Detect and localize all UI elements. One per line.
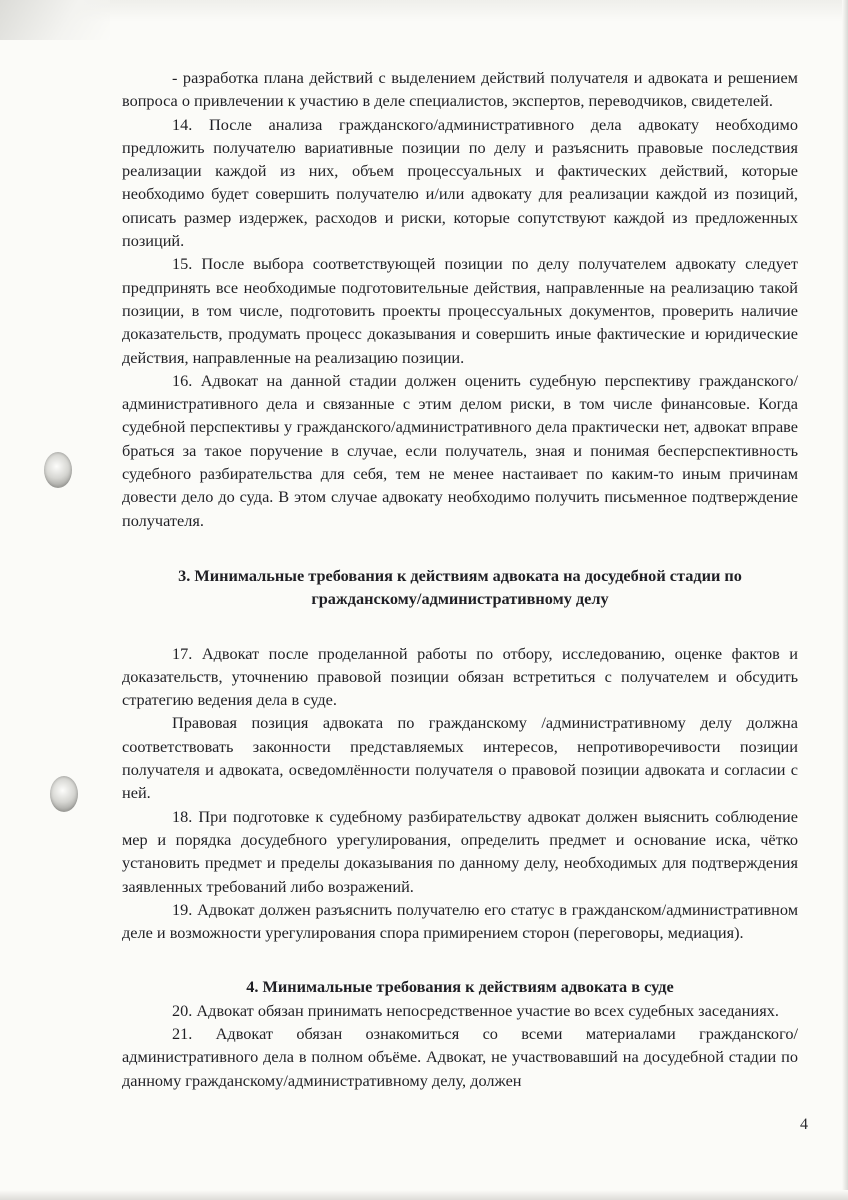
paragraph-15: 15. После выбора соответствующей позиции по делу получателем адвокату следует предпринять все необходимые подготовительные действия, направленные на реализацию такой позиции, в том числе, подготовить проекты процессуальных документов, проверить наличие доказательств, продумать процесс доказывания и совершить иные фактические и юридические действия, направленные на реализацию позиции. (122, 254, 798, 367)
paragraph-21: 21. Адвокат обязан ознакомиться со всеми материалами гражданского/административного дела в полном объёме. Адвокат, не участвовавший на досудебной стадии по данному гражданскому/административному делу, должен (122, 1023, 798, 1090)
paragraph-17: 17. Адвокат после проделанной работы по отбору, исследованию, оценке фактов и доказательств, уточнению правовой позиции обязан встретиться с получателем и обсудить стратегию ведения дела в суде. (122, 643, 798, 710)
paragraph-20: 20. Адвокат обязан принимать непосредственное участие во всех судебных заседаниях. (172, 1000, 779, 1020)
paragraph-19: 19. Адвокат должен разъяснить получателю его статус в гражданском/административном деле и возможности урегулирования спора примирением сторон (переговоры, медиация). (122, 899, 798, 943)
paragraph-list-item: - разработка плана действий с выделением действий получателя и адвоката и решением вопроса о привлечении к участию в деле специалистов, экспертов, переводчиков, свидетелей. (122, 68, 798, 111)
binder-hole-top (44, 452, 72, 488)
binder-hole-bottom (50, 776, 78, 812)
document-body (122, 66, 798, 1092)
paragraph-18: 18. При подготовке к судебному разбирательству адвокат должен выяснить соблюдение мер и порядка досудебного урегулирования, определить предмет и основание иска, чётко установить предмет и пределы доказывания по данному делу, необходимых для подтверждения заявленных требований либо возражений. (122, 806, 798, 896)
paragraph-legal-position: Правовая позиция адвоката по гражданскому /административному делу должна соответствовать законности представляемых интересов, непротиворечивости позиции получателя и адвоката, осведомлённости получателя о правовой позиции адвоката и согласии с ней. (122, 713, 798, 803)
paper-top-edge (0, 0, 848, 22)
paragraph-14: 14. После анализа гражданского/административного дела адвокату необходимо предложить получателю вариативные позиции по делу и разъяснить правовые последствия реализации каждой из них, объем процессуальных и фактических действий, которые необходимо будет совершить получателю и/или адвокату для реализации каждой из позиций, описать размер издержек, расходов и риски, которые сопутствуют каждой из предложенных позиций. (122, 114, 798, 251)
paragraph-16: 16. Адвокат на данной стадии должен оценить судебную перспективу гражданского/административного дела и связанные с этим делом риски, в том числе финансовые. Когда судебной перспективы у гражданского/административного дела практически нет, адвокат вправе браться за такое поручение в случае, если получатель, зная и понимая бесперспективность судебного разбирательства для себя, тем не менее настаивает по каким-то иным причинам довести дело до суда. В этом случае адвокату необходимо получить письменное подтверждение получателя. (122, 370, 798, 530)
section-3-heading (122, 564, 798, 611)
section-3-heading-line-1: 3. Минимальные требования к действиям адвоката на досудебной стадии по (178, 565, 742, 585)
section-3-heading-line-2: гражданскому/административному делу (311, 589, 609, 609)
page-number: 4 (800, 1116, 808, 1133)
paper-fold-corner (0, 0, 110, 40)
paper-right-edge (842, 0, 848, 1200)
paper-bottom-edge (0, 1190, 848, 1200)
section-4-heading: 4. Минимальные требования к действиям адвоката в суде (246, 977, 674, 997)
